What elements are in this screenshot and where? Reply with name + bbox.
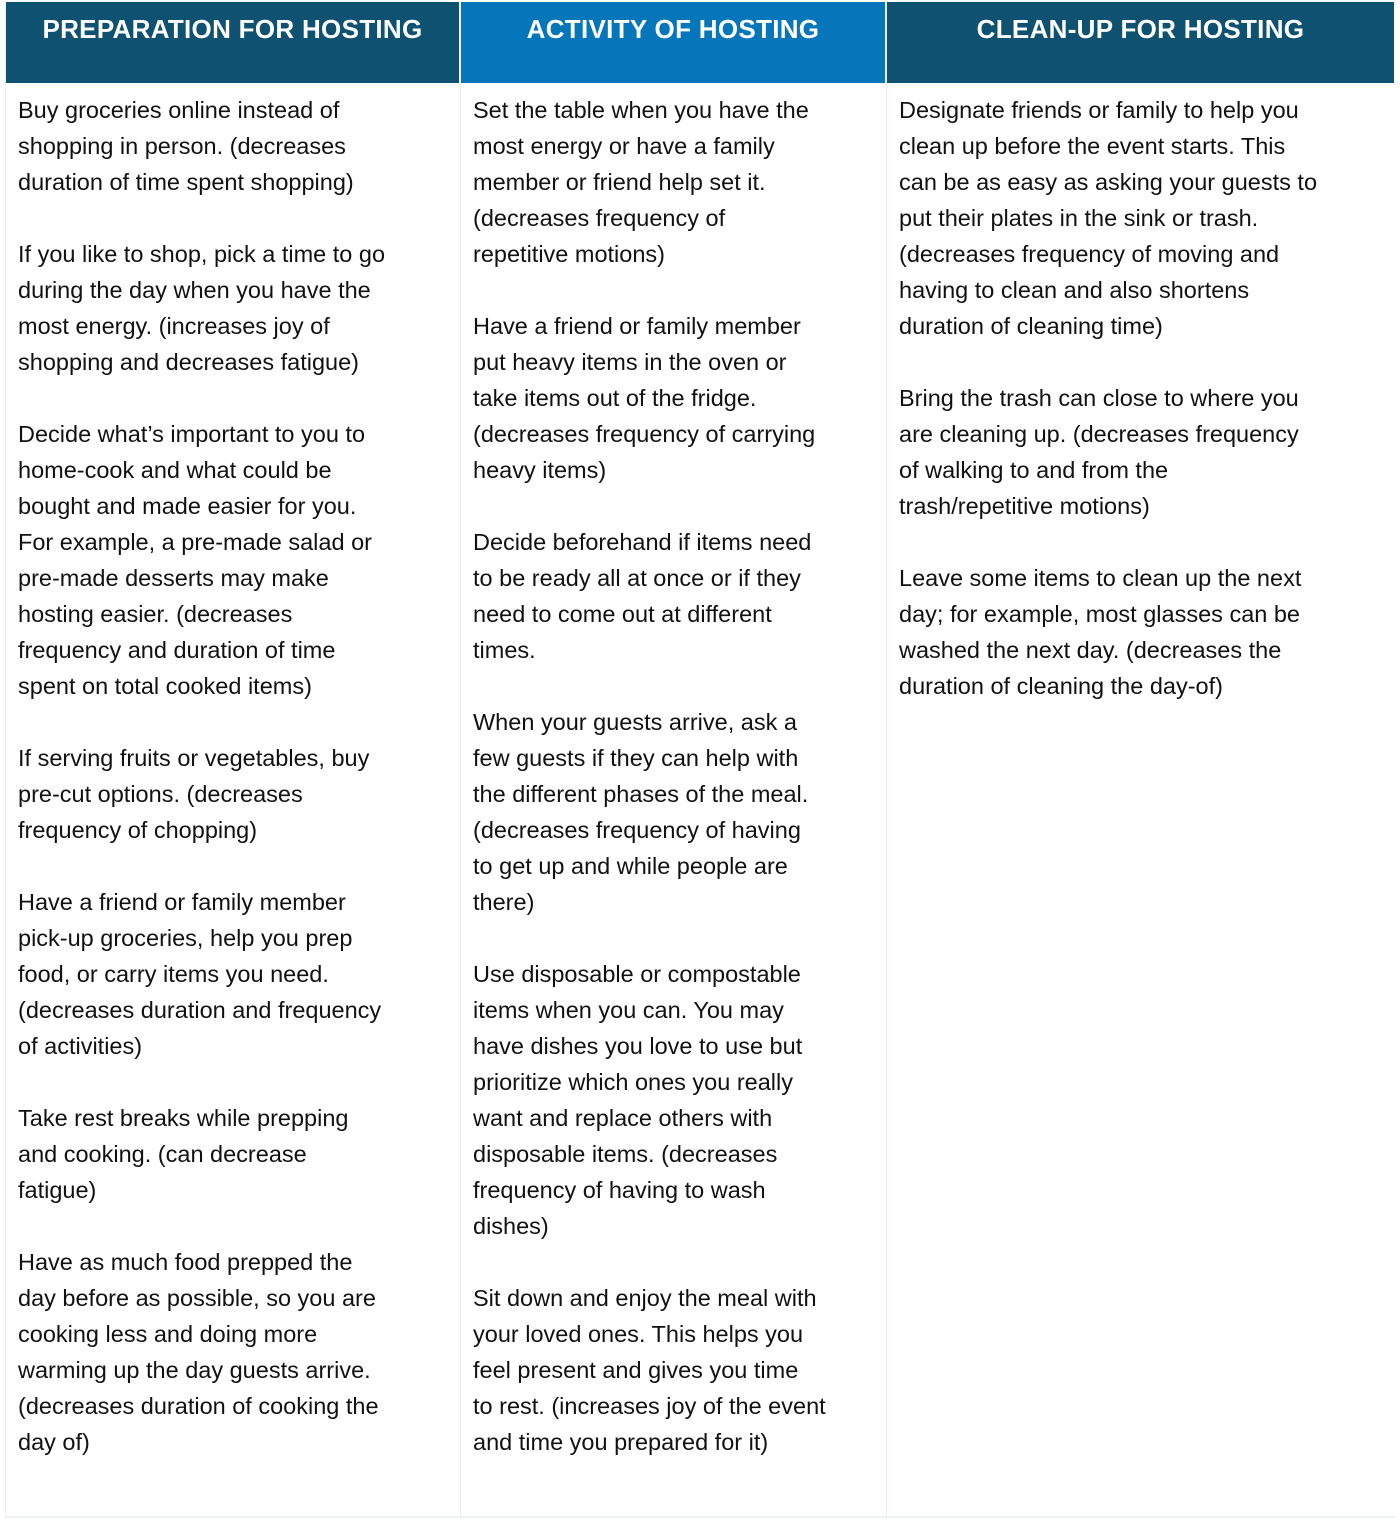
tip-item: Have as much food prepped the day before as possible, so you are cooking less and doing more warming up the day guests arrive. (decreases duration of cooking the day of) (18, 1249, 379, 1455)
tip-item: Use disposable or compostable items when you can. You may have dishes you love to use but prioritize which ones you really want and replace others with disposable items. (decreases frequency of having to wash dishes) (473, 961, 803, 1239)
table-bottom-border (887, 1516, 1395, 1518)
tip-item: If you like to shop, pick a time to go during the day when you have the most energy. (increases joy of shopping and decreases fatigue) (18, 241, 386, 375)
column-preparation (5, 2, 461, 1518)
tip-item: Have a friend or family member pick-up groceries, help you prep food, or carry items you need. (decreases duration and frequency of activities) (18, 889, 382, 1059)
tip-item: Sit down and enjoy the meal with your loved ones. This helps you feel present and gives you time to rest. (increases joy of the event and time you prepared for it) (473, 1285, 826, 1455)
tip-item: Take rest breaks while prepping and cooking. (can decrease fatigue) (18, 1105, 349, 1203)
tip-item: When your guests arrive, ask a few guests if they can help with the different phases of the meal. (decreases frequency of having to get up and while people are there) (473, 709, 809, 915)
column-clean-up (887, 2, 1395, 1518)
column-body-activity (461, 83, 886, 1460)
column-header-activity: ACTIVITY OF HOSTING (461, 2, 886, 83)
column-header-clean-up: CLEAN-UP FOR HOSTING (887, 2, 1395, 83)
column-body-preparation (6, 83, 460, 1460)
tip-item: Decide beforehand if items need to be ready all at once or if they need to come out at different times. (473, 529, 812, 663)
tip-item: If serving fruits or vegetables, buy pre-cut options. (decreases frequency of chopping) (18, 745, 370, 843)
tip-item: Decide what’s important to you to home-cook and what could be bought and made easier for you. For example, a pre-made salad or pre-made desserts may make hosting easier. (decreases frequency and duration of time spent on total cooked items) (18, 421, 372, 699)
tip-item: Buy groceries online instead of shopping in person. (decreases duration of time spent shopping) (18, 97, 354, 195)
table-bottom-border (6, 1516, 460, 1518)
tip-item: Leave some items to clean up the next day; for example, most glasses can be washed the next day. (decreases the duration of cleaning the day-of) (899, 565, 1302, 699)
tip-item: Bring the trash can close to where you are cleaning up. (decreases frequency of walking to and from the trash/repetitive motions) (899, 385, 1299, 519)
tip-item: Designate friends or family to help you clean up before the event starts. This can be as easy as asking your guests to put their plates in the sink or trash. (decreases frequency of moving and having to clean and also shortens duration of cleaning time) (899, 97, 1318, 339)
table-bottom-border (461, 1516, 886, 1518)
tip-item: Have a friend or family member put heavy items in the oven or take items out of the fridge. (decreases frequency of carrying heavy items) (473, 313, 816, 483)
column-body-clean-up (887, 83, 1395, 704)
column-header-preparation: PREPARATION FOR HOSTING (6, 2, 460, 83)
hosting-tips-table (5, 2, 1395, 1518)
tip-item: Set the table when you have the most energy or have a family member or friend help set it. (decreases frequency of repetitive motions) (473, 97, 809, 267)
column-activity (461, 2, 887, 1518)
